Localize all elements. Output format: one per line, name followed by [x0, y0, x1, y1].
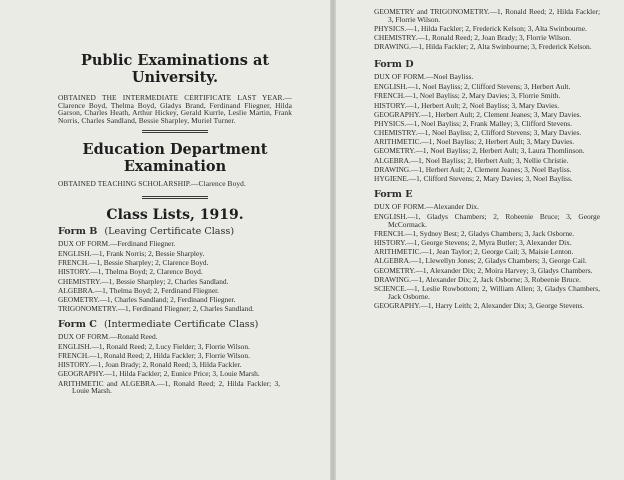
list-item: DRAWING.—1, Hilda Fackler; 2, Alta Swinbourne; 3, Frederick Kelson.	[374, 42, 592, 52]
list-item: HISTORY.—1, George Stevens; 2, Myra Butler; 3, Alexander Dix.	[374, 237, 572, 247]
list-item: ENGLISH.—1, Gladys Chambers; 2, Robeenie Bruce; 3, George McCormack.	[374, 211, 600, 229]
list-item: DUX OF FORM.—Ronald Reed.	[58, 331, 158, 341]
form-b-list	[58, 240, 292, 313]
class-lists-heading: Class Lists, 1919.	[106, 206, 244, 223]
form-d-title	[374, 59, 612, 71]
list-item: ARITHMETIC and ALGEBRA.—1, Ronald Reed; 2, Hilda Fackler; 3, Louie Marsh.	[58, 378, 280, 396]
list-item: GEOMETRY.—1, Alexander Dix; 2, Moira Harvey; 3, Gladys Chambers.	[374, 265, 593, 275]
form-b-section	[58, 226, 292, 313]
form-name: Form C	[58, 318, 97, 330]
list-item: FRENCH.—1, Bessie Sharpley; 2, Clarence Boyd.	[58, 258, 209, 268]
list-item: DUX OF FORM.—Noel Bayliss.	[374, 72, 474, 82]
list-item: ARITHMETIC.—1, Noel Bayliss; 2, Herbert Ault; 3, Mary Davies.	[374, 137, 575, 147]
right-page	[336, 0, 624, 480]
list-item: HISTORY.—1, Joan Brady; 2, Ronald Reed; 3, Hilda Fackler.	[58, 360, 242, 370]
list-item: ALGEBRA.—1, Thelma Boyd; 2, Ferdinand Fliegner.	[58, 285, 220, 295]
education-heading-line: Examination	[123, 158, 227, 176]
list-item: GEOGRAPHY.—1, Harry Leith; 2, Alexander Dix; 3, George Stevens.	[374, 300, 585, 310]
education-heading-line: Education Department	[82, 141, 268, 159]
list-item: FRENCH.—1, Noel Bayliss; 2, Mary Davies; 3, Florrie Smith.	[374, 91, 561, 101]
form-d-list	[374, 73, 612, 183]
list-item: PHYSICS.—1, Noel Bayliss; 2, Frank Malley; 3, Clifford Stevens.	[374, 118, 572, 128]
list-item: ENGLISH.—1, Noel Bayliss; 2, Clifford Stevens; 3, Herbert Ault.	[374, 82, 571, 92]
list-item: HYGIENE.—1, Clifford Stevens; 2, Mary Davies; 3, Noel Bayliss.	[374, 174, 573, 184]
list-item: HISTORY.—1, Thelma Boyd; 2, Clarence Boyd.	[58, 267, 203, 277]
university-heading	[58, 52, 292, 86]
form-d-section	[374, 59, 612, 183]
form-c-list	[58, 333, 292, 395]
list-item: DUX OF FORM.—Ferdinand Fliegner.	[58, 238, 176, 248]
double-rule-divider	[142, 130, 208, 133]
list-item: GEOMETRY.—1, Noel Bayliss; 2, Herbert Ault; 3, Laura Thomlinson.	[374, 146, 585, 156]
list-item: GEOGRAPHY.—1, Hilda Fackler; 2, Eunice Price; 3, Louie Marsh.	[58, 369, 260, 379]
list-item: PHYSICS.—1, Hilda Fackler; 2, Frederick Kelson; 3, Alta Swinbourne.	[374, 23, 587, 33]
form-e-list	[374, 203, 612, 310]
list-item: CHEMISTRY.—1, Noel Bayliss; 2, Clifford Stevens; 3, Mary Davies.	[374, 128, 582, 138]
list-item: FRENCH.—1, Ronald Reed; 2, Hilda Fackler; 3, Florrie Wilson.	[58, 351, 250, 361]
list-item: DRAWING.—1, Alexander Dix; 2, Jack Osborne; 3, Robeenie Bruce.	[374, 274, 581, 284]
list-item: DUX OF FORM.—Alexander Dix.	[374, 201, 479, 211]
list-item: ARITHMETIC.—1, Jean Taylor; 2, George Cail; 3, Maisie Lenton.	[374, 247, 574, 257]
form-b-title	[58, 226, 292, 238]
list-item: FRENCH.—1, Sydney Best; 2, Gladys Chambers; 3, Jack Osborne.	[374, 228, 575, 238]
teaching-scholarship-text: OBTAINED TEACHING SCHOLARSHIP.—Clarence Boyd.	[58, 179, 246, 189]
form-c-continued-list	[374, 8, 612, 51]
list-item: SCIENCE.—1, Leslie Rowbottom; 2, William Allen; 3, Gladys Chambers, Jack Osborne.	[374, 283, 600, 301]
list-item: TRIGONOMETRY.—1, Ferdinand Fliegner; 2, Charles Sandland.	[58, 304, 254, 314]
form-e-title	[374, 189, 612, 201]
list-item: HISTORY.—1, Herbert Ault; 2, Noel Bayliss; 3, Mary Davies.	[374, 100, 560, 110]
double-rule-divider	[142, 196, 208, 199]
university-heading-line: University.	[131, 69, 219, 86]
intermediate-certificate-text: OBTAINED THE INTERMEDIATE CERTIFICATE LAST YEAR.—Clarence Boyd, Thelma Boyd, Gladys Brand, Ferdinand Fliegner, Hilda Garson, Charles Heath, Arthur Hickey, Gerald Kurrle, Leslie Martin, Frank Norris, Charles Sandland, Bessie Sharpley, Muriel Turner.	[58, 93, 292, 125]
form-e-section	[374, 189, 612, 310]
form-name: Form D	[374, 59, 414, 71]
university-heading-line: Public Examinations at	[80, 52, 270, 69]
left-column	[58, 52, 292, 401]
form-subtitle: (Leaving Certificate Class)	[104, 225, 235, 237]
list-item: CHEMISTRY.—1, Ronald Reed; 2, Joan Brady; 3, Florrie Wilson.	[374, 33, 572, 43]
list-item: ALGEBRA.—1, Noel Bayliss; 2, Herbert Ault; 3, Nellie Christie.	[374, 155, 569, 165]
list-item: GEOGRAPHY.—1, Herbert Ault; 2, Clement Jeanes; 3, Mary Davies.	[374, 109, 582, 119]
form-subtitle: (Intermediate Certificate Class)	[103, 318, 259, 330]
list-item: GEOMETRY and TRIGONOMETRY.—1, Ronald Reed; 2, Hilda Fackler; 3, Florrie Wilson.	[374, 7, 600, 24]
form-name: Form E	[374, 188, 413, 200]
list-item: GEOMETRY.—1, Charles Sandland; 2, Ferdinand Fliegner.	[58, 294, 236, 304]
list-item: CHEMISTRY.—1, Bessie Sharpley; 2, Charles Sandland.	[58, 276, 229, 286]
right-column	[374, 8, 612, 316]
list-item: DRAWING.—1, Herbert Ault; 2, Clement Jeanes; 3, Noel Bayliss.	[374, 164, 572, 174]
list-item: ENGLISH.—1, Ronald Reed; 2, Lucy Fielder; 3, Florrie Wilson.	[58, 341, 250, 351]
form-c-section	[58, 319, 292, 395]
form-name: Form B	[58, 225, 98, 237]
list-item: ENGLISH.—1, Frank Norris; 2, Bessie Sharpley.	[58, 248, 205, 258]
education-heading	[58, 141, 292, 175]
form-c-title	[58, 319, 292, 331]
list-item: ALGEBRA.—1, Llewellyn Jones; 2, Gladys Chambers; 3, George Cail.	[374, 256, 587, 266]
